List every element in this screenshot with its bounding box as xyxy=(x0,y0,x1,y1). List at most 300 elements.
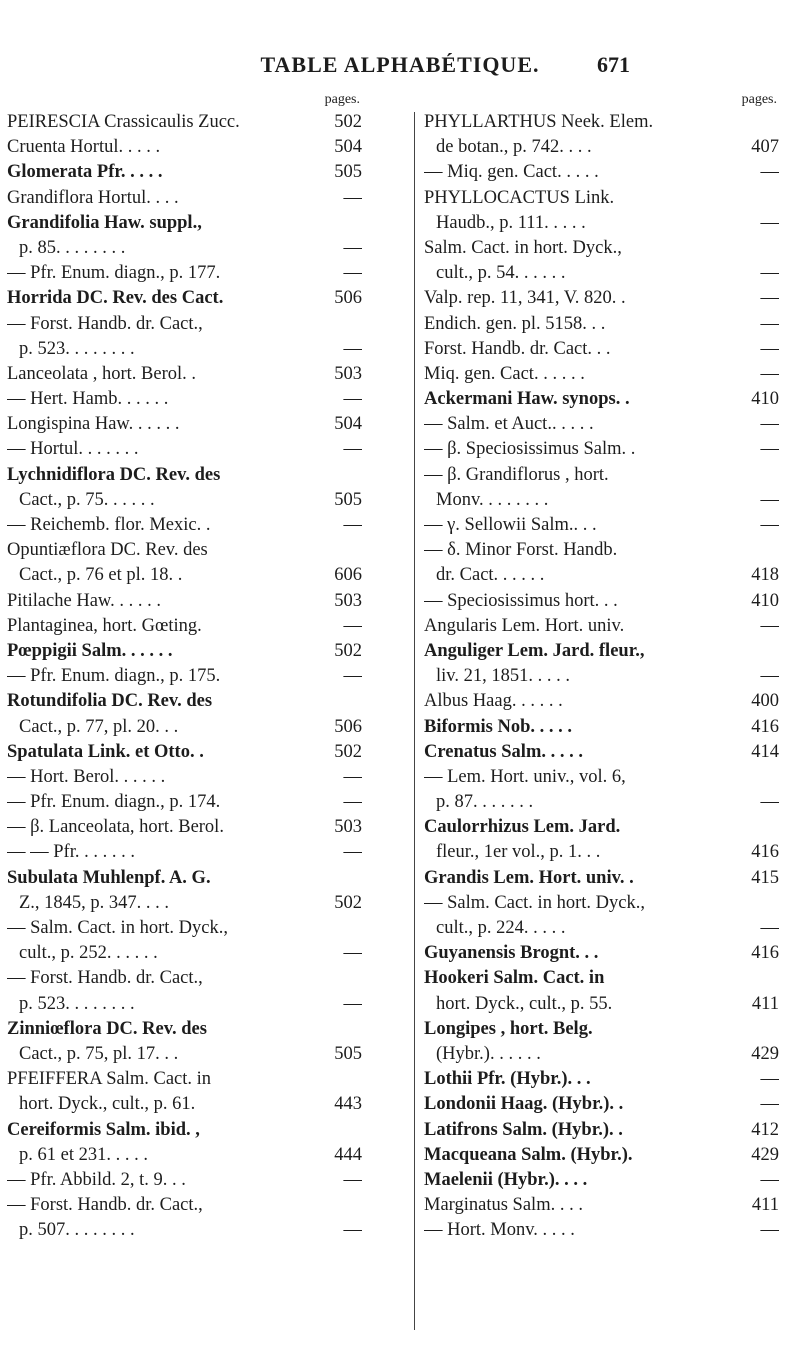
left-column xyxy=(7,92,362,1243)
index-entry xyxy=(424,1143,779,1168)
index-entry xyxy=(7,1193,362,1218)
entry-page: — xyxy=(343,263,362,284)
index-entry xyxy=(7,513,362,538)
entry-text: Albus Haag. . . . . . xyxy=(424,691,563,712)
entry-text: — Salm. et Auct.. . . . . xyxy=(424,414,594,435)
index-entry xyxy=(7,689,362,714)
entry-text: — β. Lanceolata, hort. Berol. xyxy=(7,817,224,838)
entry-filler xyxy=(570,664,742,689)
entry-text: Monv. . . . . . . . xyxy=(436,489,549,510)
index-entry xyxy=(7,337,362,362)
index-entry xyxy=(424,211,779,236)
entry-page xyxy=(325,1118,362,1143)
index-entry xyxy=(424,1193,779,1218)
entry-filler xyxy=(202,211,325,236)
entry-page: — xyxy=(343,1220,362,1241)
entry-page: — xyxy=(760,615,779,636)
entry-text: Lothii Pfr. (Hybr.). . . xyxy=(424,1069,591,1090)
entry-filler xyxy=(212,689,325,714)
entry-text: — Hort. Monv. . . . . xyxy=(424,1220,575,1241)
entry-text: Crenatus Salm. . . . . xyxy=(424,741,583,762)
entry-text: hort. Dyck., cult., p. 55. xyxy=(436,993,613,1014)
entry-filler xyxy=(202,614,325,639)
entry-filler xyxy=(620,815,742,840)
entry-page: 411 xyxy=(751,993,779,1014)
entry-page: — xyxy=(760,666,779,687)
entry-page: — xyxy=(760,363,779,384)
entry-page xyxy=(742,891,779,916)
entry-page xyxy=(742,110,779,135)
entry-filler xyxy=(626,286,742,311)
entry-page: 505 xyxy=(334,162,362,183)
index-entry xyxy=(7,664,362,689)
entry-filler xyxy=(572,715,742,740)
entry-page: — xyxy=(343,389,362,410)
pages-label: pages. xyxy=(741,92,777,107)
entry-text: — β. Grandiflorus , hort. xyxy=(424,464,609,485)
entry-filler xyxy=(592,135,742,160)
entry-page: 415 xyxy=(751,867,779,888)
entry-text: Opuntiæflora DC. Rev. des xyxy=(7,540,208,561)
entry-filler xyxy=(203,312,325,337)
entry-filler xyxy=(548,488,742,513)
entry-filler xyxy=(594,412,742,437)
index-entry xyxy=(424,992,779,1017)
entry-filler xyxy=(609,463,742,488)
entry-page: — xyxy=(343,615,362,636)
entry-text: Endich. gen. pl. 5158. . . xyxy=(424,313,606,334)
index-entry xyxy=(7,740,362,765)
entry-filler xyxy=(228,916,325,941)
entry-filler xyxy=(211,1067,325,1092)
entry-page: 443 xyxy=(334,1094,362,1115)
entry-page: — xyxy=(760,792,779,813)
index-entry xyxy=(7,261,362,286)
index-entry xyxy=(7,715,362,740)
entry-filler xyxy=(566,916,743,941)
entry-filler xyxy=(583,1193,742,1218)
entry-text: Longispina Haw. . . . . . xyxy=(7,414,180,435)
entry-text: liv. 21, 1851. . . . . xyxy=(436,666,570,687)
entry-filler xyxy=(597,513,742,538)
entry-page: — xyxy=(343,792,362,813)
entry-filler xyxy=(541,1042,742,1067)
entry-text: de botan., p. 742. . . . xyxy=(436,137,592,158)
entry-text: cult., p. 252. . . . . . xyxy=(19,943,158,964)
entry-text: Z., 1845, p. 347. . . . xyxy=(19,892,170,913)
entry-text: — Pfr. Abbild. 2, t. 9. . . xyxy=(7,1169,186,1190)
entry-page: 407 xyxy=(751,137,779,158)
entry-text: Glomerata Pfr. . . . . xyxy=(7,162,163,183)
entry-filler xyxy=(135,1218,325,1243)
entry-text: Grandiflora Hortul. . . . xyxy=(7,187,179,208)
index-list xyxy=(7,110,362,1243)
entry-page: — xyxy=(760,1094,779,1115)
index-entry xyxy=(7,1017,362,1042)
entry-text: Cact., p. 77, pl. 20. . . xyxy=(19,716,179,737)
right-column xyxy=(424,92,779,1243)
entry-filler xyxy=(544,563,742,588)
entry-text: Latifrons Salm. (Hybr.). . xyxy=(424,1119,623,1140)
entry-page: 502 xyxy=(334,640,362,661)
index-entry xyxy=(7,312,362,337)
index-entry xyxy=(7,1118,362,1143)
entry-filler xyxy=(645,891,742,916)
entry-filler xyxy=(583,740,742,765)
entry-page xyxy=(325,966,362,991)
entry-page xyxy=(325,689,362,714)
entry-text: Plantaginea, hort. Gœting. xyxy=(7,615,202,636)
index-entry xyxy=(424,1092,779,1117)
entry-page xyxy=(742,966,779,991)
entry-filler xyxy=(207,1017,325,1042)
entry-filler xyxy=(203,1193,325,1218)
index-entry xyxy=(424,160,779,185)
entry-filler xyxy=(220,664,325,689)
entry-filler xyxy=(593,1017,742,1042)
index-entry xyxy=(424,916,779,941)
entry-page: 416 xyxy=(751,716,779,737)
entry-filler xyxy=(591,1067,742,1092)
entry-filler xyxy=(155,488,325,513)
entry-page: 429 xyxy=(751,1144,779,1165)
entry-filler xyxy=(605,312,742,337)
entry-text: Angularis Lem. Hort. univ. xyxy=(424,615,625,636)
entry-page xyxy=(325,211,362,236)
entry-text: Miq. gen. Cact. . . . . . xyxy=(424,363,585,384)
index-entry xyxy=(7,916,362,941)
entry-page: — xyxy=(343,993,362,1014)
index-entry xyxy=(7,387,362,412)
index-entry xyxy=(424,312,779,337)
entry-filler xyxy=(623,1118,742,1143)
entry-text: Cact., p. 76 et pl. 18. . xyxy=(19,565,183,586)
entry-filler xyxy=(165,765,325,790)
index-entry xyxy=(7,488,362,513)
entry-filler xyxy=(612,992,742,1017)
index-entry xyxy=(7,639,362,664)
entry-page: 416 xyxy=(751,842,779,863)
entry-filler xyxy=(600,840,742,865)
entry-filler xyxy=(179,186,325,211)
index-entry xyxy=(7,135,362,160)
entry-filler xyxy=(599,160,742,185)
entry-text: hort. Dyck., cult., p. 61. xyxy=(19,1094,196,1115)
entry-text: (Hybr.). . . . . . xyxy=(436,1043,541,1064)
index-entry xyxy=(424,966,779,991)
index-entry xyxy=(7,463,362,488)
index-entry xyxy=(424,689,779,714)
entry-page: — xyxy=(343,439,362,460)
entry-page xyxy=(325,538,362,563)
index-entry xyxy=(424,337,779,362)
entry-page: — xyxy=(760,439,779,460)
entry-page: 400 xyxy=(751,691,779,712)
entry-page xyxy=(325,312,362,337)
entry-page: 502 xyxy=(334,892,362,913)
index-entry xyxy=(7,1218,362,1243)
entry-filler xyxy=(566,261,743,286)
index-entry xyxy=(424,362,779,387)
entry-text: Longipes , hort. Belg. xyxy=(424,1018,593,1039)
entry-page: 606 xyxy=(334,565,362,586)
entry-page: 506 xyxy=(334,716,362,737)
entry-text: — Salm. Cact. in hort. Dyck., xyxy=(424,892,645,913)
entry-text: PFEIFFERA Salm. Cact. in xyxy=(7,1069,212,1090)
entry-text: Hookeri Salm. Cact. in xyxy=(424,968,605,989)
entry-filler xyxy=(630,387,742,412)
entry-text: Grandifolia Haw. suppl., xyxy=(7,212,202,233)
index-entry xyxy=(424,614,779,639)
entry-page: 505 xyxy=(334,489,362,510)
index-entry xyxy=(7,186,362,211)
entry-text: — Speciosissimus hort. . . xyxy=(424,590,618,611)
index-entry xyxy=(424,790,779,815)
entry-page: — xyxy=(760,515,779,535)
index-entry xyxy=(424,1042,779,1067)
index-entry xyxy=(424,563,779,588)
entry-page xyxy=(742,765,779,790)
entry-text: Maelenii (Hybr.). . . . xyxy=(424,1169,588,1190)
entry-filler xyxy=(204,740,325,765)
entry-filler xyxy=(211,866,325,891)
entry-text: — — Pfr. . . . . . . xyxy=(7,842,135,863)
entry-filler xyxy=(220,261,325,286)
index-entry xyxy=(7,1168,362,1193)
entry-page xyxy=(325,916,362,941)
index-entry xyxy=(7,790,362,815)
index-entry xyxy=(424,589,779,614)
entry-filler xyxy=(179,412,325,437)
index-entry xyxy=(424,1017,779,1042)
entry-filler xyxy=(563,689,742,714)
entry-filler xyxy=(624,614,742,639)
entry-filler xyxy=(622,236,742,261)
entry-text: Cact., p. 75. . . . . . xyxy=(19,489,155,510)
index-entry xyxy=(7,866,362,891)
entry-filler xyxy=(575,1218,742,1243)
entry-filler xyxy=(653,110,742,135)
entry-page: 414 xyxy=(751,741,779,762)
entry-text: Salm. Cact. in hort. Dyck., xyxy=(424,237,622,258)
index-entry xyxy=(7,840,362,865)
entry-text: Cereiformis Salm. ibid. , xyxy=(7,1119,200,1140)
entry-page: — xyxy=(760,414,779,435)
entry-page: — xyxy=(760,162,779,183)
index-entry xyxy=(424,840,779,865)
index-entry xyxy=(424,715,779,740)
entry-page: 503 xyxy=(334,363,362,384)
entry-text: Forst. Handb. dr. Cact. . . xyxy=(424,338,611,359)
entry-text: Pœppigii Salm. . . . . . xyxy=(7,640,173,661)
entry-page: — xyxy=(343,766,362,787)
entry-filler xyxy=(224,815,325,840)
entry-page: — xyxy=(343,237,362,258)
entry-filler xyxy=(644,639,742,664)
entry-page xyxy=(325,1017,362,1042)
entry-page: — xyxy=(760,1220,779,1241)
entry-filler xyxy=(135,840,325,865)
entry-page: 410 xyxy=(751,590,779,611)
index-entry xyxy=(424,1118,779,1143)
entry-filler xyxy=(210,513,325,538)
entry-text: — Hert. Hamb. . . . . . xyxy=(7,389,169,410)
entry-filler xyxy=(161,589,325,614)
entry-text: Anguliger Lem. Jard. fleur., xyxy=(424,640,645,661)
entry-page xyxy=(325,463,362,488)
entry-filler xyxy=(173,639,326,664)
entry-text: p. 85. . . . . . . . xyxy=(19,237,126,258)
entry-text: — Forst. Handb. dr. Cact., xyxy=(7,968,203,989)
entry-page: — xyxy=(760,313,779,334)
entry-filler xyxy=(196,362,325,387)
index-entry xyxy=(424,740,779,765)
entry-text: p. 523. . . . . . . . xyxy=(19,338,135,359)
index-entry xyxy=(7,966,362,991)
entry-filler xyxy=(135,337,325,362)
index-entry xyxy=(424,261,779,286)
index-entry xyxy=(7,1143,362,1168)
page-title: TABLE ALPHABÉTIQUE. xyxy=(260,52,540,77)
entry-text: — Hortul. . . . . . . xyxy=(7,439,139,460)
entry-page: 410 xyxy=(751,389,779,410)
entry-page: 412 xyxy=(751,1119,779,1140)
entry-text: Cact., p. 75, pl. 17. . . xyxy=(19,1043,179,1064)
entry-text: p. 61 et 231. . . . . xyxy=(19,1144,148,1165)
entry-text: Londonii Haag. (Hybr.). . xyxy=(424,1094,624,1115)
entry-filler xyxy=(220,463,325,488)
entry-text: Lanceolata , hort. Berol. . xyxy=(7,363,197,384)
index-entry xyxy=(7,437,362,462)
entry-filler xyxy=(223,286,325,311)
entry-text: Haudb., p. 111. . . . . xyxy=(436,212,586,233)
index-entry xyxy=(7,589,362,614)
entry-page xyxy=(325,866,362,891)
index-entry xyxy=(424,135,779,160)
entry-page: — xyxy=(760,212,779,233)
index-entry xyxy=(7,160,362,185)
entry-filler xyxy=(585,362,742,387)
page-number: 671 xyxy=(597,52,630,77)
entry-page: — xyxy=(343,943,362,964)
index-entry xyxy=(424,815,779,840)
entry-text: Guyanensis Brognt. . . xyxy=(424,943,599,964)
index-entry xyxy=(424,513,779,538)
entry-page: — xyxy=(343,338,362,359)
entry-text: Grandis Lem. Hort. univ. . xyxy=(424,867,634,888)
index-entry xyxy=(424,941,779,966)
entry-text: — Pfr. Enum. diagn., p. 174. xyxy=(7,792,221,813)
entry-filler xyxy=(634,866,742,891)
entry-text: Marginatus Salm. . . . xyxy=(424,1195,583,1216)
entry-text: Cruenta Hortul. . . . . xyxy=(7,137,161,158)
entry-text: Spatulata Link. et Otto. . xyxy=(7,741,204,762)
index-entry xyxy=(424,412,779,437)
index-entry xyxy=(7,412,362,437)
index-entry xyxy=(7,286,362,311)
index-entry xyxy=(424,1218,779,1243)
index-entry xyxy=(424,538,779,563)
entry-page xyxy=(742,236,779,261)
entry-filler xyxy=(626,765,742,790)
entry-page: 411 xyxy=(751,1195,779,1216)
entry-page: — xyxy=(760,288,779,309)
index-entry xyxy=(7,1042,362,1067)
entry-text: — Salm. Cact. in hort. Dyck., xyxy=(7,918,228,938)
entry-text: — Forst. Handb. dr. Cact., xyxy=(7,313,203,334)
index-entry xyxy=(7,362,362,387)
index-entry xyxy=(7,110,362,135)
entry-page: 503 xyxy=(334,817,362,838)
entry-page: 502 xyxy=(334,112,362,132)
index-entry xyxy=(424,437,779,462)
entry-page: 506 xyxy=(334,288,362,309)
entry-filler xyxy=(160,135,325,160)
entry-page: 444 xyxy=(334,1144,362,1165)
entry-text: — Miq. gen. Cact. . . . . xyxy=(424,162,599,183)
index-entry xyxy=(424,186,779,211)
entry-filler xyxy=(586,211,742,236)
entry-filler xyxy=(587,1168,742,1193)
entry-text: cult., p. 54. . . . . . xyxy=(436,263,566,284)
entry-text: Ackermani Haw. synops. . xyxy=(424,389,630,410)
entry-page xyxy=(742,815,779,840)
entry-filler xyxy=(186,1168,325,1193)
entry-filler xyxy=(169,891,325,916)
index-entry xyxy=(7,765,362,790)
index-entry xyxy=(424,463,779,488)
entry-text: PEIRESCIA Crassicaulis Zucc. xyxy=(7,112,240,132)
entry-page xyxy=(742,1017,779,1042)
entry-filler xyxy=(533,790,742,815)
entry-filler xyxy=(148,1143,325,1168)
index-entry xyxy=(424,639,779,664)
entry-page: 504 xyxy=(334,414,362,435)
entry-text: — δ. Minor Forst. Handb. xyxy=(424,540,618,561)
entry-text: — Reichemb. flor. Mexic. . xyxy=(7,515,211,535)
entry-filler xyxy=(182,563,325,588)
page-header xyxy=(0,52,800,82)
entry-page: 505 xyxy=(334,1043,362,1064)
entry-filler xyxy=(195,1092,325,1117)
entry-text: Zinniœflora DC. Rev. des xyxy=(7,1018,207,1039)
entry-text: — Pfr. Enum. diagn., p. 177. xyxy=(7,263,221,284)
entry-filler xyxy=(168,387,325,412)
entry-text: Lychnidiflora DC. Rev. des xyxy=(7,464,221,485)
entry-text: — Forst. Handb. dr. Cact., xyxy=(7,1195,203,1216)
entry-page: — xyxy=(760,1169,779,1190)
entry-filler xyxy=(139,437,325,462)
index-entry xyxy=(424,765,779,790)
entry-text: Horrida DC. Rev. des Cact. xyxy=(7,288,224,309)
entry-text: Caulorrhizus Lem. Jard. xyxy=(424,817,621,838)
index-entry xyxy=(424,891,779,916)
entry-filler xyxy=(598,941,742,966)
entry-page xyxy=(742,463,779,488)
entry-text: Valp. rep. 11, 341, V. 820. . xyxy=(424,288,626,309)
entry-text: Rotundifolia DC. Rev. des xyxy=(7,691,213,712)
entry-text: p. 87. . . . . . . xyxy=(436,792,534,813)
entry-filler xyxy=(611,337,742,362)
entry-filler xyxy=(617,538,742,563)
entry-text: p. 507. . . . . . . . xyxy=(19,1220,135,1241)
entry-filler xyxy=(618,589,742,614)
entry-filler xyxy=(240,110,325,135)
entry-page: 416 xyxy=(751,943,779,964)
index-list xyxy=(424,110,779,1243)
entry-page: — xyxy=(760,1069,779,1090)
index-entry xyxy=(7,992,362,1017)
